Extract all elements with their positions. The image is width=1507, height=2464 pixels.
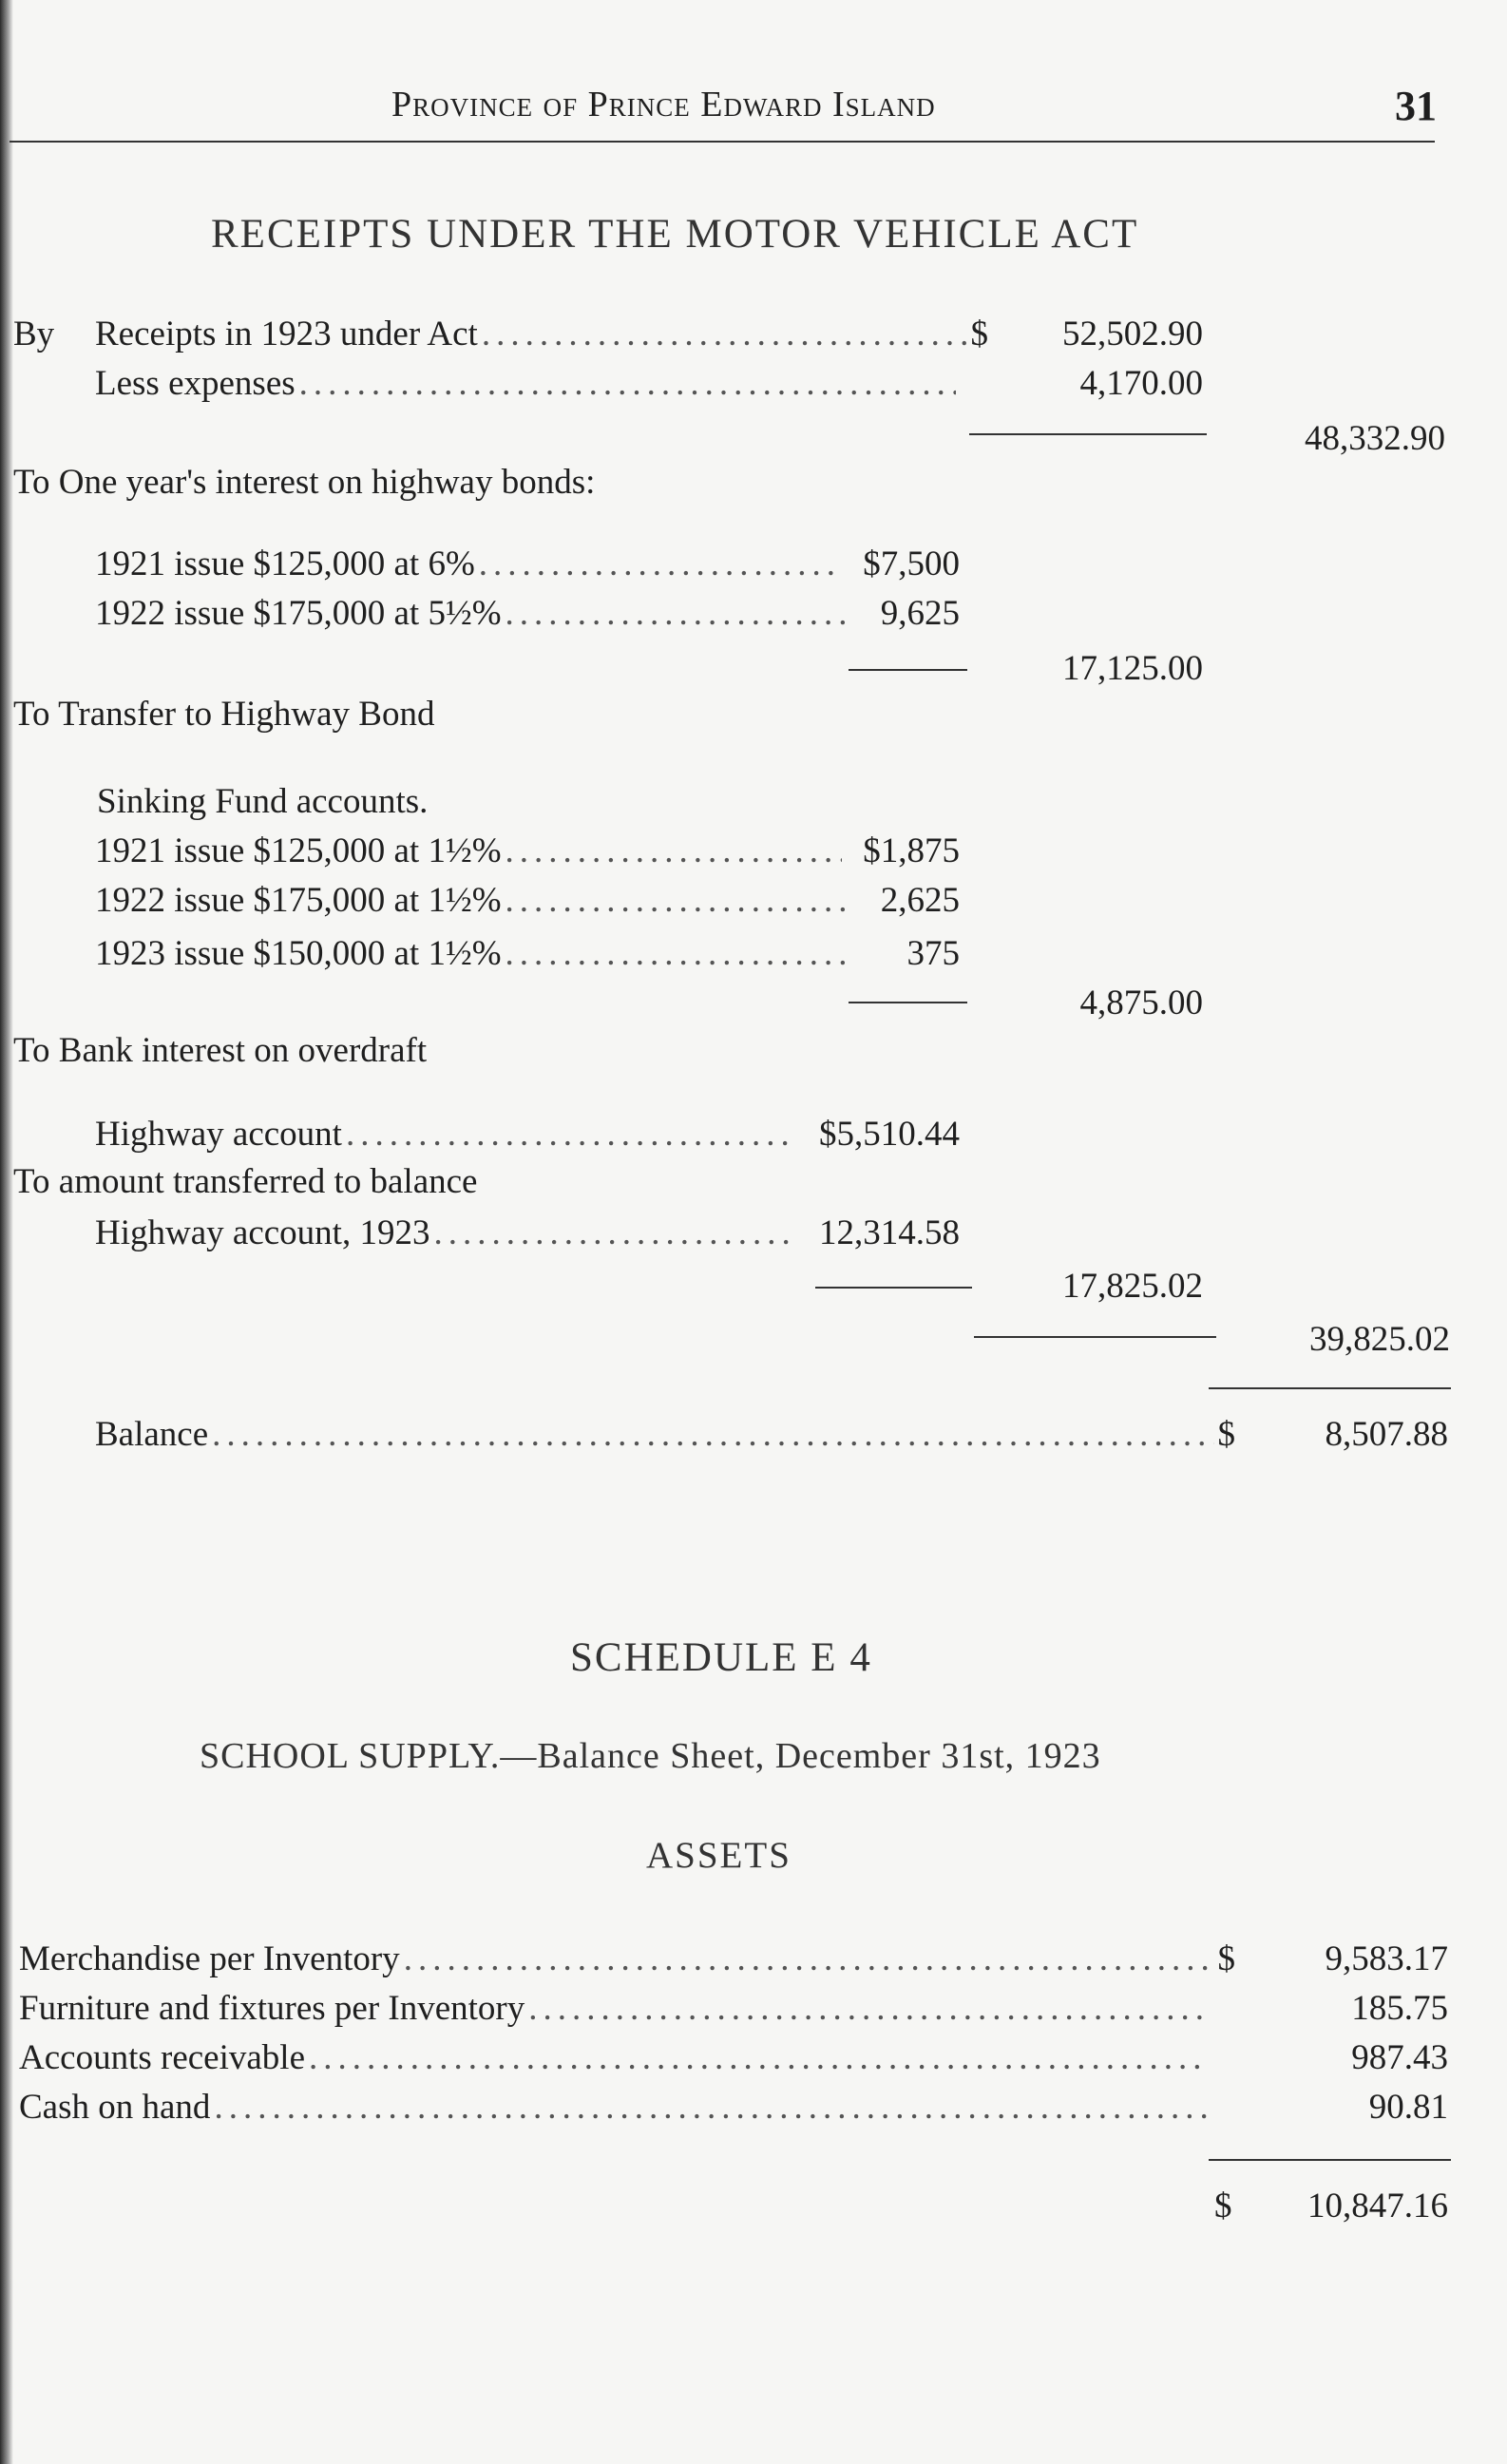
subtotal-rule [969, 433, 1207, 435]
asset-amount: 9,583.17 [1325, 1939, 1448, 1978]
asset-row [19, 1988, 1211, 2029]
expenses-row [95, 363, 960, 404]
asset-amount: 185.75 [1351, 1989, 1448, 2028]
leader-dots [404, 1939, 1214, 1979]
asset-label: Merchandise per Inventory [19, 1939, 400, 1978]
sink-1923-row [95, 933, 855, 974]
net-total: 48,332.90 [1305, 419, 1445, 458]
assets-total-rule [1209, 2159, 1451, 2161]
sink-1921-row [95, 831, 846, 871]
leader-dots [479, 544, 842, 584]
sink-1923-label: 1923 issue $150,000 at 1½% [95, 934, 502, 973]
sink-1922-label: 1922 issue $175,000 at 1½% [95, 881, 502, 920]
leader-dots [309, 2037, 1208, 2078]
transfer-heading: To Transfer to Highway Bond [13, 695, 435, 734]
interest-1922-label: 1922 issue $175,000 at 5½% [95, 594, 502, 633]
transferred-heading: To amount transferred to balance [13, 1162, 478, 1201]
leader-dots [528, 1988, 1208, 2029]
page-number: 31 [1395, 83, 1437, 129]
sink-total: 4,875.00 [1079, 984, 1203, 1022]
sink-1921-label: 1921 issue $125,000 at 1½% [95, 831, 502, 870]
by-prefix: By [13, 315, 55, 353]
interest-total: 17,125.00 [1062, 649, 1203, 688]
sink-1922-amount: 2,625 [880, 881, 960, 920]
asset-currency: $ [1217, 1939, 1235, 1978]
receipts-label: Receipts in 1923 under Act [95, 315, 478, 353]
interest-rule [849, 669, 967, 671]
highway-1923-amount: 12,314.58 [819, 1213, 960, 1252]
leader-dots [506, 593, 851, 634]
expenses-label: Less expenses [95, 364, 296, 403]
leader-dots [506, 880, 851, 921]
interest-1921-amount: $7,500 [863, 544, 960, 583]
asset-row [19, 2087, 1211, 2128]
asset-amount: 987.43 [1351, 2038, 1448, 2077]
grand-total: 39,825.02 [1309, 1320, 1450, 1359]
leader-dots [214, 2087, 1208, 2128]
leader-dots [346, 1114, 794, 1155]
asset-row [19, 1939, 1235, 1979]
assets-heading: ASSETS [646, 1835, 792, 1876]
asset-label: Cash on hand [19, 2088, 211, 2127]
receipts-row [95, 314, 988, 354]
assets-total-amount: 10,847.16 [1307, 2187, 1448, 2225]
highway-1923-label: Highway account, 1923 [95, 1213, 430, 1252]
interest-1921-row [95, 544, 846, 584]
balance-row [95, 1414, 1235, 1455]
balance-amount: 8,507.88 [1325, 1415, 1448, 1454]
balance-label: Balance [95, 1415, 209, 1454]
highway-account-row [95, 1114, 798, 1155]
bank-rule [815, 1287, 972, 1289]
receipts-amount: 52,502.90 [1062, 315, 1203, 353]
interest-1922-amount: 9,625 [880, 594, 960, 633]
asset-row [19, 2037, 1211, 2078]
asset-label: Accounts receivable [19, 2038, 305, 2077]
highway-1923-row [95, 1213, 798, 1253]
sinking-label: Sinking Fund accounts. [97, 782, 429, 821]
sink-1923-amount: 375 [906, 934, 960, 973]
interest-1921-label: 1921 issue $125,000 at 6% [95, 544, 475, 583]
bank-total: 17,825.02 [1062, 1267, 1203, 1306]
interest-heading: To One year's interest on highway bonds: [13, 463, 596, 502]
sink-1922-row [95, 880, 855, 921]
sink-1921-amount: $1,875 [863, 831, 960, 870]
schedule-subtitle: SCHOOL SUPPLY.—Balance Sheet, December 31st, 1923 [200, 1736, 1101, 1776]
balance-rule [1209, 1387, 1451, 1389]
leader-dots [506, 831, 842, 871]
leader-dots [299, 363, 956, 404]
asset-label: Furniture and fixtures per Inventory [19, 1989, 525, 2028]
sinking-rule [849, 1002, 967, 1003]
receipts-currency: $ [970, 315, 988, 353]
schedule-title: SCHEDULE E 4 [570, 1635, 872, 1680]
leader-dots [506, 933, 851, 974]
header-rule [10, 141, 1435, 143]
assets-total-currency: $ [1214, 2187, 1232, 2225]
bank-heading: To Bank interest on overdraft [13, 1031, 428, 1070]
expenses-amount: 4,170.00 [1079, 364, 1203, 403]
leader-dots [482, 314, 967, 354]
motor-section-title: RECEIPTS UNDER THE MOTOR VEHICLE ACT [211, 212, 1139, 257]
leader-dots [212, 1414, 1213, 1455]
grand-total-rule [974, 1336, 1216, 1338]
balance-currency: $ [1217, 1415, 1235, 1454]
leader-dots [433, 1213, 794, 1253]
highway-account-label: Highway account [95, 1115, 342, 1154]
asset-amount: 90.81 [1368, 2088, 1448, 2127]
page-binding-edge [0, 0, 13, 2464]
running-title: Province of Prince Edward Island [391, 85, 936, 124]
highway-account-amount: $5,510.44 [819, 1115, 960, 1154]
interest-1922-row [95, 593, 855, 634]
